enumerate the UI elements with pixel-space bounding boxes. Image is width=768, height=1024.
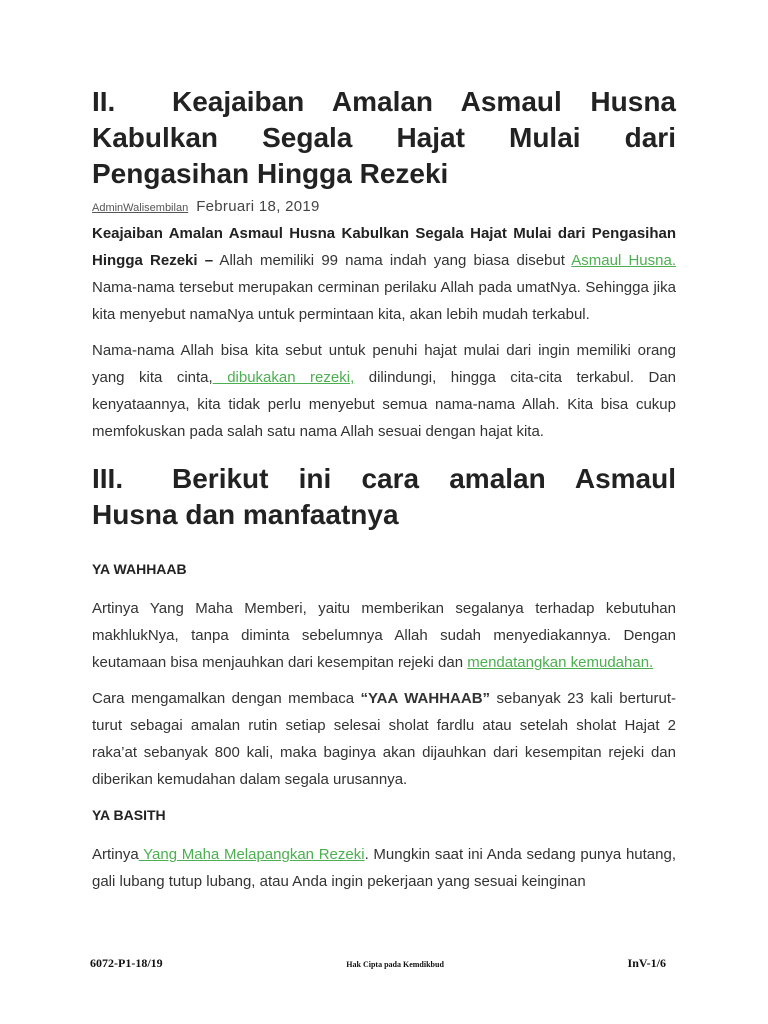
subheading-ya-wahhaab: YA WAHHAAB xyxy=(92,561,187,577)
post-date: Februari 18, 2019 xyxy=(196,198,320,215)
section-number: II. xyxy=(92,86,116,117)
para2-text-1: Nama-nama Allah bisa kita sebut untuk penuhi hajat mulai dari ingin memiliki orang yang kita cinta, xyxy=(92,342,676,386)
wahhaab-paragraph-1 xyxy=(92,595,676,676)
page-footer xyxy=(90,956,666,971)
mendatangkan-kemudahan-link[interactable]: mendatangkan kemudahan. xyxy=(467,654,654,671)
dibukakan-rezeki-link[interactable]: dibukakan rezeki, xyxy=(212,369,355,386)
section-heading-2 xyxy=(92,84,676,192)
basith-text-1: Artinya xyxy=(92,846,139,863)
para2-text-2: dilindungi, hingga cita-cita terkabul. Dan kenyataannya, kita tidak perlu menyebut semua nama-nama Allah. Kita bisa cukup memfokuskan pada salah satu nama Allah sesuai dengan hajat kita. xyxy=(92,369,676,440)
footer-copyright: Hak Cipta pada Kemdikbud xyxy=(346,960,444,969)
maha-melapangkan-rezeki-link[interactable]: Yang Maha Melapangkan Rezeki xyxy=(138,846,365,863)
intro-text-2: Nama-nama tersebut merupakan cerminan perilaku Allah pada umatNya. Sehingga jika kita menyebut namaNya untuk permintaan kita, akan lebih mudah terkabul. xyxy=(92,279,676,323)
author-link[interactable]: AdminWalisembilan xyxy=(92,202,189,214)
wahhaab-text-1: Cara mengamalkan dengan membaca xyxy=(92,690,361,707)
asmaul-husna-link[interactable]: Asmaul Husna. xyxy=(571,252,676,269)
wahhaab-text: Artinya Yang Maha Memberi, yaitu memberikan segalanya terhadap kebutuhan makhlukNya, tanpa diminta sebelumnya Allah sudah menyediakannya. Dengan keutamaan bisa menjauhkan dari kesempitan rejeki dan xyxy=(92,600,676,671)
basith-text-2: . Mungkin saat ini Anda sedang punya hutang, gali lubang tutup lubang, atau Anda ingin pekerjaan yang sesuai keinginan xyxy=(92,846,676,890)
post-meta xyxy=(92,198,676,218)
intro-paragraph xyxy=(92,220,676,328)
wahhaab-paragraph-2 xyxy=(92,685,676,793)
intro-lead: Keajaiban Amalan Asmaul Husna Kabulkan Segala Hajat Mulai dari Pengasihan Hingga Rezeki – xyxy=(92,225,676,269)
footer-code: 6072-P1-18/19 xyxy=(90,956,163,970)
paragraph-2 xyxy=(92,337,676,445)
section-title: Keajaiban Amalan Asmaul Husna Kabulkan Segala Hajat Mulai dari Pengasihan Hingga Rezeki xyxy=(92,86,676,189)
section-title: Berikut ini cara amalan Asmaul Husna dan manfaatnya xyxy=(92,463,676,530)
section-heading-3 xyxy=(92,461,676,533)
intro-text-1: Allah memiliki 99 nama indah yang biasa disebut xyxy=(213,252,572,269)
footer-page: InV-1/6 xyxy=(627,956,666,970)
basith-paragraph-1 xyxy=(92,841,676,895)
subheading-ya-basith: YA BASITH xyxy=(92,807,166,823)
document-page xyxy=(92,84,676,895)
section-number: III. xyxy=(92,463,124,494)
wahhaab-text-2: sebanyak 23 kali berturut-turut sebagai amalan rutin setiap selesai sholat fardlu atau setelah sholat Hajat 2 raka’at sebanyak 800 kali, maka baginya akan dijauhkan dari kesempitan rejeki dan diberikan kemudahan dalam segala urusannya. xyxy=(92,690,676,788)
wahhaab-bold: “YAA WAHHAAB” xyxy=(360,690,491,707)
